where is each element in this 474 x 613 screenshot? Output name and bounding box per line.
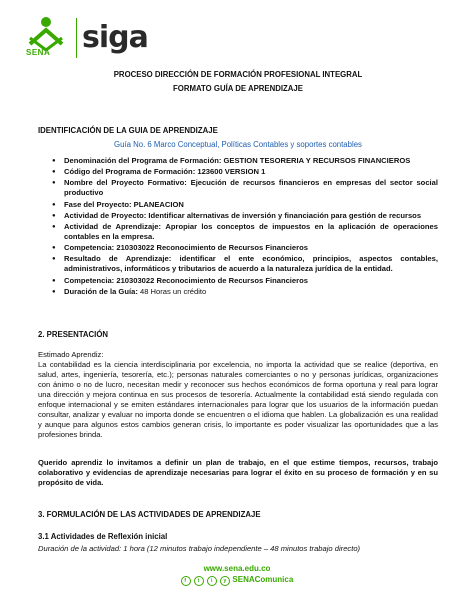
activities-subheading: 3.1 Actividades de Reflexión inicial <box>38 532 168 541</box>
footer-social <box>0 575 474 586</box>
list-item: ● Actividad de Proyecto: Identificar alternativas de inversión y financiación para gestión de recursos <box>52 211 438 221</box>
presentation-greeting: Estimado Aprendiz: <box>38 350 104 359</box>
footer-social-handle[interactable]: SENAComunica <box>232 575 294 584</box>
twitter-icon[interactable]: t <box>194 576 204 586</box>
list-item: ● Competencia: 210303022 Reconocimiento de Recursos Financieros <box>52 243 438 253</box>
page-footer <box>0 564 474 586</box>
list-item: ● Fase del Proyecto: PLANEACION <box>52 200 438 210</box>
sena-logo-text: SENA <box>26 48 51 57</box>
footer-website-link[interactable]: www.sena.edu.co <box>203 564 271 573</box>
list-item: ● Duración de la Guía: 48 Horas un crédito <box>52 287 438 297</box>
page-header <box>24 8 224 64</box>
list-item: ● Competencia: 210303022 Reconocimiento de Recursos Financieros <box>52 276 438 286</box>
list-item: ● Denominación del Programa de Formación: GESTION TESORERIA Y RECURSOS FINANCIEROS <box>52 156 438 166</box>
document-title-format: FORMATO GUÍA DE APRENDIZAJE <box>173 84 303 93</box>
presentation-paragraph: La contabilidad es la ciencia interdisciplinaria por excelencia, no importa la actividad que se realice (deportiva, en salud, artes, ingeniería, tesorería, etc.); personas naturales comerciantes o no y personas jurídicas, organizaciones con ánimo o no de lucro, necesitan medir y reconocer sus hechos económicos de forma oportuna y real para lograr una dirección y mejora continua en sus procesos de tesorería. Actualmente la contabilidad está siendo regulada con enfoque internacional y se emiten estándares internacionales para lograr que los usuarios de la información puedan consultar, analizar y evaluar no importa donde se encuentren o el idioma que hablen. La globalización es una realidad y aunque para algunos estos cambios generan crisis, lo importante es poder visualizar las oportunidades que a las profesiones brinda. <box>38 360 438 439</box>
guide-title: Guía No. 6 Marco Conceptual, Políticas Contables y soportes contables <box>114 140 362 149</box>
list-item: ● Resultado de Aprendizaje: identificar el ente económico, principios, aspectos contables, administrativos, informáticos y tributarios de acuerdo a la naturaleza jurídica de la entidad. <box>52 254 438 274</box>
list-item: ● Nombre del Proyecto Formativo: Ejecución de recursos financieros en empresas del sector social productivo <box>52 178 438 198</box>
identification-heading: IDENTIFICACIÓN DE LA GUIA DE APRENDIZAJE <box>38 126 218 135</box>
list-item: ● Código del Programa de Formación: 123600 VERSION 1 <box>52 167 438 177</box>
identification-list <box>52 156 438 298</box>
document-title-process: PROCESO DIRECCIÓN DE FORMACIÓN PROFESIONAL INTEGRAL <box>113 70 363 79</box>
social-icons <box>181 575 231 586</box>
youtube-icon[interactable]: y <box>220 576 230 586</box>
instagram-icon[interactable]: i <box>207 576 217 586</box>
siga-logo: siga <box>82 20 148 55</box>
activity-duration: Duración de la actividad: 1 hora (12 minutos trabajo independiente – 48 minutos trabajo directo) <box>38 544 361 553</box>
presentation-heading: 2. PRESENTACIÓN <box>38 330 109 339</box>
logo-divider <box>76 18 77 58</box>
activities-heading: 3. FORMULACIÓN DE LAS ACTIVIDADES DE APRENDIZAJE <box>38 510 261 519</box>
facebook-icon[interactable]: f <box>181 576 191 586</box>
list-item: ● Actividad de Aprendizaje: Apropiar los conceptos de impuestos en la aplicación de operaciones contables en la empresa. <box>52 222 438 242</box>
presentation-invitation: Querido aprendiz lo invitamos a definir un plan de trabajo, en el que estime tiempos, recursos, trabajo colaborativo y evidencias de aprendizaje necesarias para lograr el éxito en su proceso de formación y en su propósito de vida. <box>38 458 438 487</box>
